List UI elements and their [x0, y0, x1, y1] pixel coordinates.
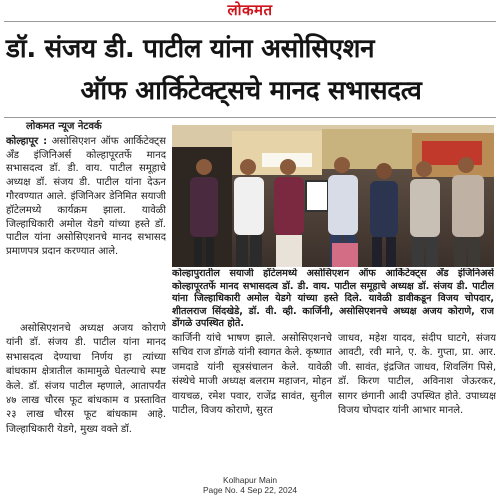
event-photo	[172, 125, 494, 267]
article-lead-column	[6, 120, 166, 260]
headline-line-2: ऑफ आर्किटेक्ट्सचे मानद सभासदत्व	[80, 76, 422, 106]
masthead	[0, 0, 500, 18]
page-date-info: Page No. 4 Sep 22, 2024	[202, 485, 298, 495]
edition-name: Kolhapur Main	[222, 475, 277, 485]
article-column-3: जाधव, महेश यादव, संदीप घाटगे, संजय आवटी, रवी माने, ए. के. गुप्ता, प्रा. आर. जी. सावंत, इंद्रजित जाधव, शिवलिंग पिसे, डॉ. किरण पाटील, अविनाश जेऊरकर, सागर छंगानी आदी उपस्थित होते. उपाध्यक्ष विजय चोपदार यांनी आभार मानले.	[338, 333, 496, 417]
article-lead: असोसिएशन ऑफ आर्किटेक्ट्स अँड इंजिनिअर्स कोल्हापूरतर्फे मानद सभासदत्व डॉ. डी. वाय. पाटील समूहाचे अध्यक्ष डॉ. संजय डी. पाटील यांना देऊन गौरवण्यात आले. इंजिनिअर डेनिमित सयाजी हॉटेलमध्ये कार्यक्रम झाला. यावेळी जिल्हाधिकारी अमोल येडगे यांच्या हस्ते डॉ. पाटील यांना असोसिएशनचे मानद सभासद प्रमाणपत्र प्रदान करण्यात आले.	[6, 135, 166, 258]
article-byline: लोकमत न्यूज नेटवर्क	[26, 121, 102, 132]
article-column-2: कार्जिनी यांचे भाषण झाले. असोसिएशनचे सचिव राज डोंगळे यांनी स्वागत केले. कृष्णात जमदाडे यांनी सूत्रसंचालन केले. यावेळी संस्थेचे माजी अध्यक्ष बलराम महाजन, मोहन वायचळ, रमेश पवार, राजेंद्र सावंत, सुनील पाटील, विजय कोराणे, सुरत	[172, 333, 332, 417]
article-headline	[6, 28, 496, 112]
article-column-1	[6, 322, 166, 462]
headline-divider	[4, 117, 496, 118]
page-footer	[0, 475, 500, 495]
headline-line-1: डॉ. संजय डी. पाटील यांना असोसिएशन	[6, 34, 375, 64]
article-dateline: कोल्हापूर :	[6, 135, 48, 147]
masthead-divider	[4, 21, 496, 22]
article-column-1-text: असोसिएशनचे अध्यक्ष अजय कोराणे यांनी डॉ. संजय डी. पाटील यांना मानद सभासदत्व देण्याचा निर्णय हा त्यांच्या बांधकाम क्षेत्रातील कामामुळे घेतल्याचे स्पष्ट केले. डॉ. संजय पाटील म्हणाले, आतापर्यंत ४७ लाख चौरस फूट बांधकाम व प्रस्तावित २३ लाख चौरस फूट बांधकाम आहे. जिल्हाधिकारी येडगे, मुख्य वक्ते डॉ.	[6, 323, 166, 435]
photo-caption: कोल्हापुरातील सयाजी हॉटेलमध्ये असोसिएशन ऑफ आर्किटेक्ट्स अँड इंजिनिअर्स कोल्हापूरतर्फे मानद सभासदत्व डॉ. डी. वाय. पाटील समूहाचे अध्यक्ष डॉ. संजय डी. पाटील यांना जिल्हाधिकारी अमोल येडगे यांच्या हस्ते दिले. यावेळी डावीकडून विजय चोपदार, शीतलराज सिंदखेडे, डॉ. वी. व्ही. कार्जिनी, असोसिएशनचे अध्यक्ष अजय कोराणे, राज डोंगळे उपस्थित होते.	[172, 268, 494, 330]
event-photo-illustration	[172, 125, 494, 267]
newspaper-logo: लोकमत	[227, 1, 273, 19]
